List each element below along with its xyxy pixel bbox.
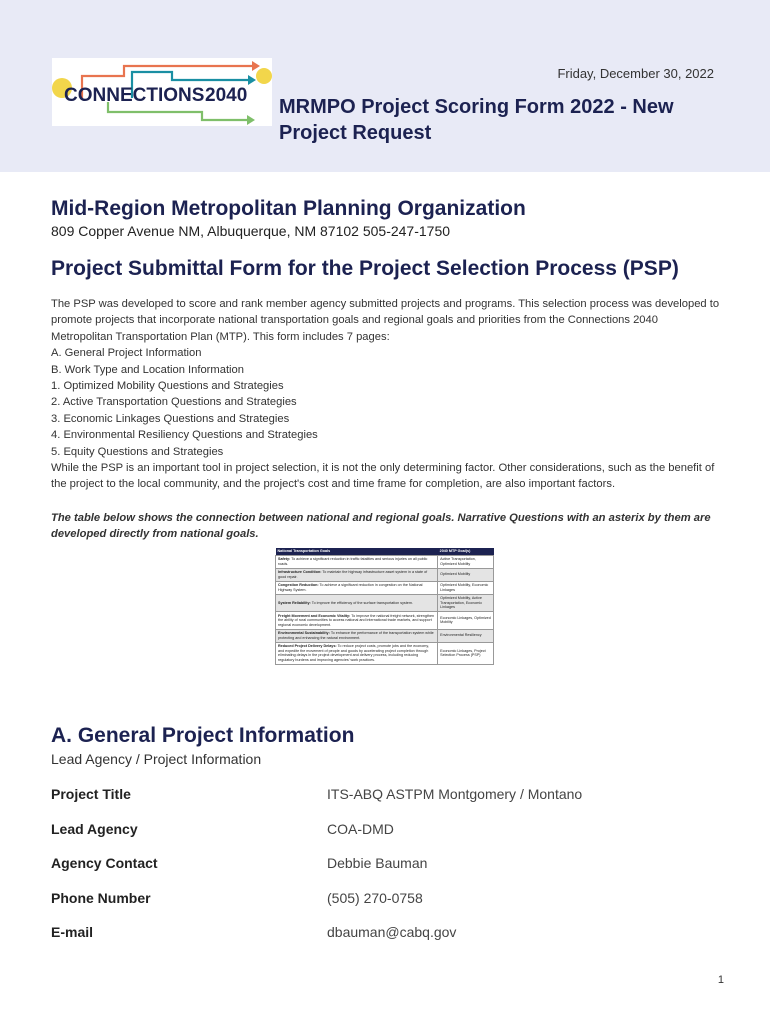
email-value: dbauman@cabq.gov [327, 924, 457, 940]
goals-table-header-national: National Transportation Goals [276, 548, 438, 555]
goals-table [275, 548, 494, 665]
goal-cell: Environmental Sustainability: To enhance the performance of the transportation system while protecting and enhancing the natural environment. [276, 629, 438, 642]
agency-contact-value: Debbie Bauman [327, 855, 428, 871]
form-date: Friday, December 30, 2022 [557, 66, 714, 81]
goals-table-row [276, 581, 494, 594]
page-number: 1 [717, 974, 724, 986]
goals-table-row [276, 594, 494, 612]
project-title-value: ITS-ABQ ASTPM Montgomery / Montano [327, 786, 583, 802]
connections-2040-logo [52, 58, 272, 126]
table-note: The table below shows the connection between national and regional goals. Narrative Questions with an asterix by them are developed directly from national goals. [51, 512, 711, 541]
intro-page-item: 2. Active Transportation Questions and Strategies [51, 396, 297, 409]
general-info-title: A. General Project Information [51, 724, 355, 747]
phone-number-label: Phone Number [51, 890, 151, 906]
psp-intro-text [51, 296, 721, 493]
psp-section-title: Project Submittal Form for the Project Selection Process (PSP) [51, 257, 679, 280]
mtp-goal-cell: Environmental Resiliency [438, 629, 494, 642]
intro-page-item: 3. Economic Linkages Questions and Strategies [51, 412, 290, 425]
goal-cell: Freight Movement and Economic Vitality: To improve the national freight network, strengthen the ability of rural communities to access national and international trade markets, and support regional economic development. [276, 612, 438, 630]
intro-page-item: B. Work Type and Location Information [51, 363, 244, 376]
mtp-goal-cell: Active Transportation, Optimized Mobility [438, 555, 494, 568]
intro-page-item: 5. Equity Questions and Strategies [51, 445, 224, 458]
mtp-goal-cell: Economic Linkages, Optimized Mobility [438, 612, 494, 630]
goal-cell: Safety: To achieve a significant reduction in traffic fatalities and serious injuries on all public roads. [276, 555, 438, 568]
intro-page-item: 4. Environmental Resiliency Questions and Strategies [51, 429, 318, 442]
organization-name: Mid-Region Metropolitan Planning Organization [51, 197, 526, 220]
intro-page-item: A. General Project Information [51, 347, 202, 360]
mtp-goal-cell: Optimized Mobility [438, 568, 494, 581]
goal-cell: Infrastructure Condition: To maintain the highway infrastructure asset system in a state of good repair. [276, 568, 438, 581]
lead-agency-label: Lead Agency [51, 821, 138, 837]
goal-cell: Reduced Project Delivery Delays: To reduce project costs, promote jobs and the economy, and expedite the movement of people and goods by accelerating project completion through eliminating delays in the project development and delivery process, including reducing regulatory burdens and improving agencies' work practices. [276, 642, 438, 664]
lead-agency-value: COA-DMD [327, 821, 394, 837]
organization-address: 809 Copper Avenue NM, Albuquerque, NM 87102 505-247-1750 [51, 223, 451, 239]
mtp-goal-cell: Optimized Mobility, Active Transportation, Economic Linkages [438, 594, 494, 612]
goals-table-row [276, 612, 494, 630]
goals-table-header-mtp: 2040 MTP Goal(s) [438, 548, 494, 555]
general-info-subtitle: Lead Agency / Project Information [51, 751, 262, 767]
goals-table-row [276, 629, 494, 642]
page-header [0, 0, 770, 172]
intro-paragraph: The PSP was developed to score and rank member agency submitted projects and programs. This selection process was developed to promote projects that incorporate national transportation goals and regional goals and priorities from the Connections 2040 Metropolitan Transportation Plan (MTP). This form includes 7 pages: [51, 298, 720, 343]
phone-number-value: (505) 270-0758 [327, 890, 423, 906]
intro-closing-paragraph: While the PSP is an important tool in project selection, it is not the only determining factor. Other considerations, such as the benefit of the project to the local community, and the project's cost and time frame for completion, are also important factors. [51, 462, 715, 491]
form-title: MRMPO Project Scoring Form 2022 - New Project Request [279, 96, 674, 144]
logo-text-connections: CONNECTIONS [64, 85, 205, 106]
goals-table-row [276, 568, 494, 581]
goal-cell: Congestion Reduction: To achieve a significant reduction in congestion on the National Highway System. [276, 581, 438, 594]
intro-page-item: 1. Optimized Mobility Questions and Strategies [51, 380, 284, 393]
goals-table-row [276, 642, 494, 664]
goals-table-row [276, 555, 494, 568]
agency-contact-label: Agency Contact [51, 855, 158, 871]
mtp-goal-cell: Economic Linkages, Project Selection Process (PSP) [438, 642, 494, 664]
goal-cell: System Reliability: To improve the efficiency of the surface transportation system. [276, 594, 438, 612]
project-title-label: Project Title [51, 786, 131, 802]
email-label: E-mail [51, 924, 94, 940]
mtp-goal-cell: Optimized Mobility, Economic Linkages [438, 581, 494, 594]
logo-text-2040: 2040 [205, 85, 248, 106]
